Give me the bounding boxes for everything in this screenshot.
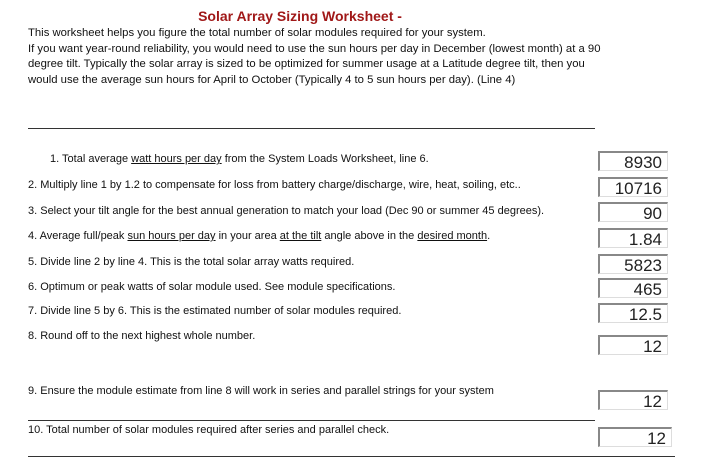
line-label-segment: 9. Ensure the module estimate from line 8 will work in series and parallel strings for your system (28, 385, 494, 397)
worksheet-line-4 (28, 230, 490, 242)
worksheet-line-8 (28, 330, 255, 342)
worksheet-line-2 (28, 179, 521, 191)
intro-text (28, 26, 608, 88)
worksheet-line-5 (28, 256, 354, 268)
worksheet-line-9 (28, 385, 494, 397)
line-6-value-field[interactable]: 465 (598, 278, 668, 298)
line-5-value-field[interactable]: 5823 (598, 254, 668, 274)
intro-line: This worksheet helps you figure the total number of solar modules required for your system. (28, 27, 486, 39)
worksheet-line-10 (28, 424, 389, 436)
line-7-value-field[interactable]: 12.5 (598, 303, 668, 323)
line-label-segment: at the tilt (279, 230, 322, 242)
worksheet-line-1 (50, 153, 429, 165)
worksheet-line-6 (28, 281, 395, 293)
line-label-segment: 1. Total average (50, 153, 132, 165)
line-label-segment: angle above in the (321, 230, 418, 242)
line-label-segment: desired month (417, 230, 488, 242)
line-label-segment: 3. Select your tilt angle for the best annual generation to match your load (Dec 90 or summer 45 degrees). (28, 205, 545, 217)
line-1-value-field[interactable]: 8930 (598, 151, 668, 171)
line-4-value-field[interactable]: 1.84 (598, 228, 668, 248)
line-label-segment: 7. Divide line 5 by 6. This is the estimated number of solar modules required. (28, 305, 402, 317)
divider (28, 420, 595, 421)
line-label-segment: 6. Optimum or peak watts of solar module used. See module specifications. (28, 281, 396, 293)
line-label-segment: 4. Average full/peak (28, 230, 128, 242)
worksheet-line-3 (28, 205, 544, 217)
line-label-segment: 8. Round off to the next highest whole number. (28, 330, 256, 342)
line-label-segment: 2. Multiply line 1 by 1.2 to compensate for loss from battery charge/discharge, wire, heat, soiling, etc.. (28, 179, 521, 191)
line-label-segment: . (487, 230, 491, 242)
line-2-value-field[interactable]: 10716 (598, 177, 668, 197)
line-label-segment: 5. Divide line 2 by line 4. This is the total solar array watts required. (28, 256, 355, 268)
divider (28, 128, 595, 129)
intro-line: If you want year-round reliability, you would need to use the sun hours per day in December (lowest month) at a 90 degree tilt. Typically the solar array is sized to be optimized for summer usage at a Latitude degree tilt, then you would use the average sun hours for April to October (Typically 4 to 5 sun hours per day). (Line 4) (28, 42, 601, 86)
line-3-value-field[interactable]: 90 (598, 202, 668, 222)
divider (28, 456, 675, 457)
line-9-value-field[interactable]: 12 (598, 390, 668, 410)
line-label-segment: from the System Loads Worksheet, line 6. (221, 153, 429, 165)
worksheet-line-7 (28, 305, 401, 317)
line-label-segment: sun hours per day (127, 230, 216, 242)
line-10-value-field[interactable]: 12 (598, 427, 672, 447)
line-8-value-field[interactable]: 12 (598, 335, 668, 355)
line-label-segment: watt hours per day (131, 153, 222, 165)
line-label-segment: in your area (215, 230, 280, 242)
line-label-segment: 10. Total number of solar modules required after series and parallel check. (28, 424, 390, 436)
page-title: Solar Array Sizing Worksheet - (198, 8, 402, 24)
